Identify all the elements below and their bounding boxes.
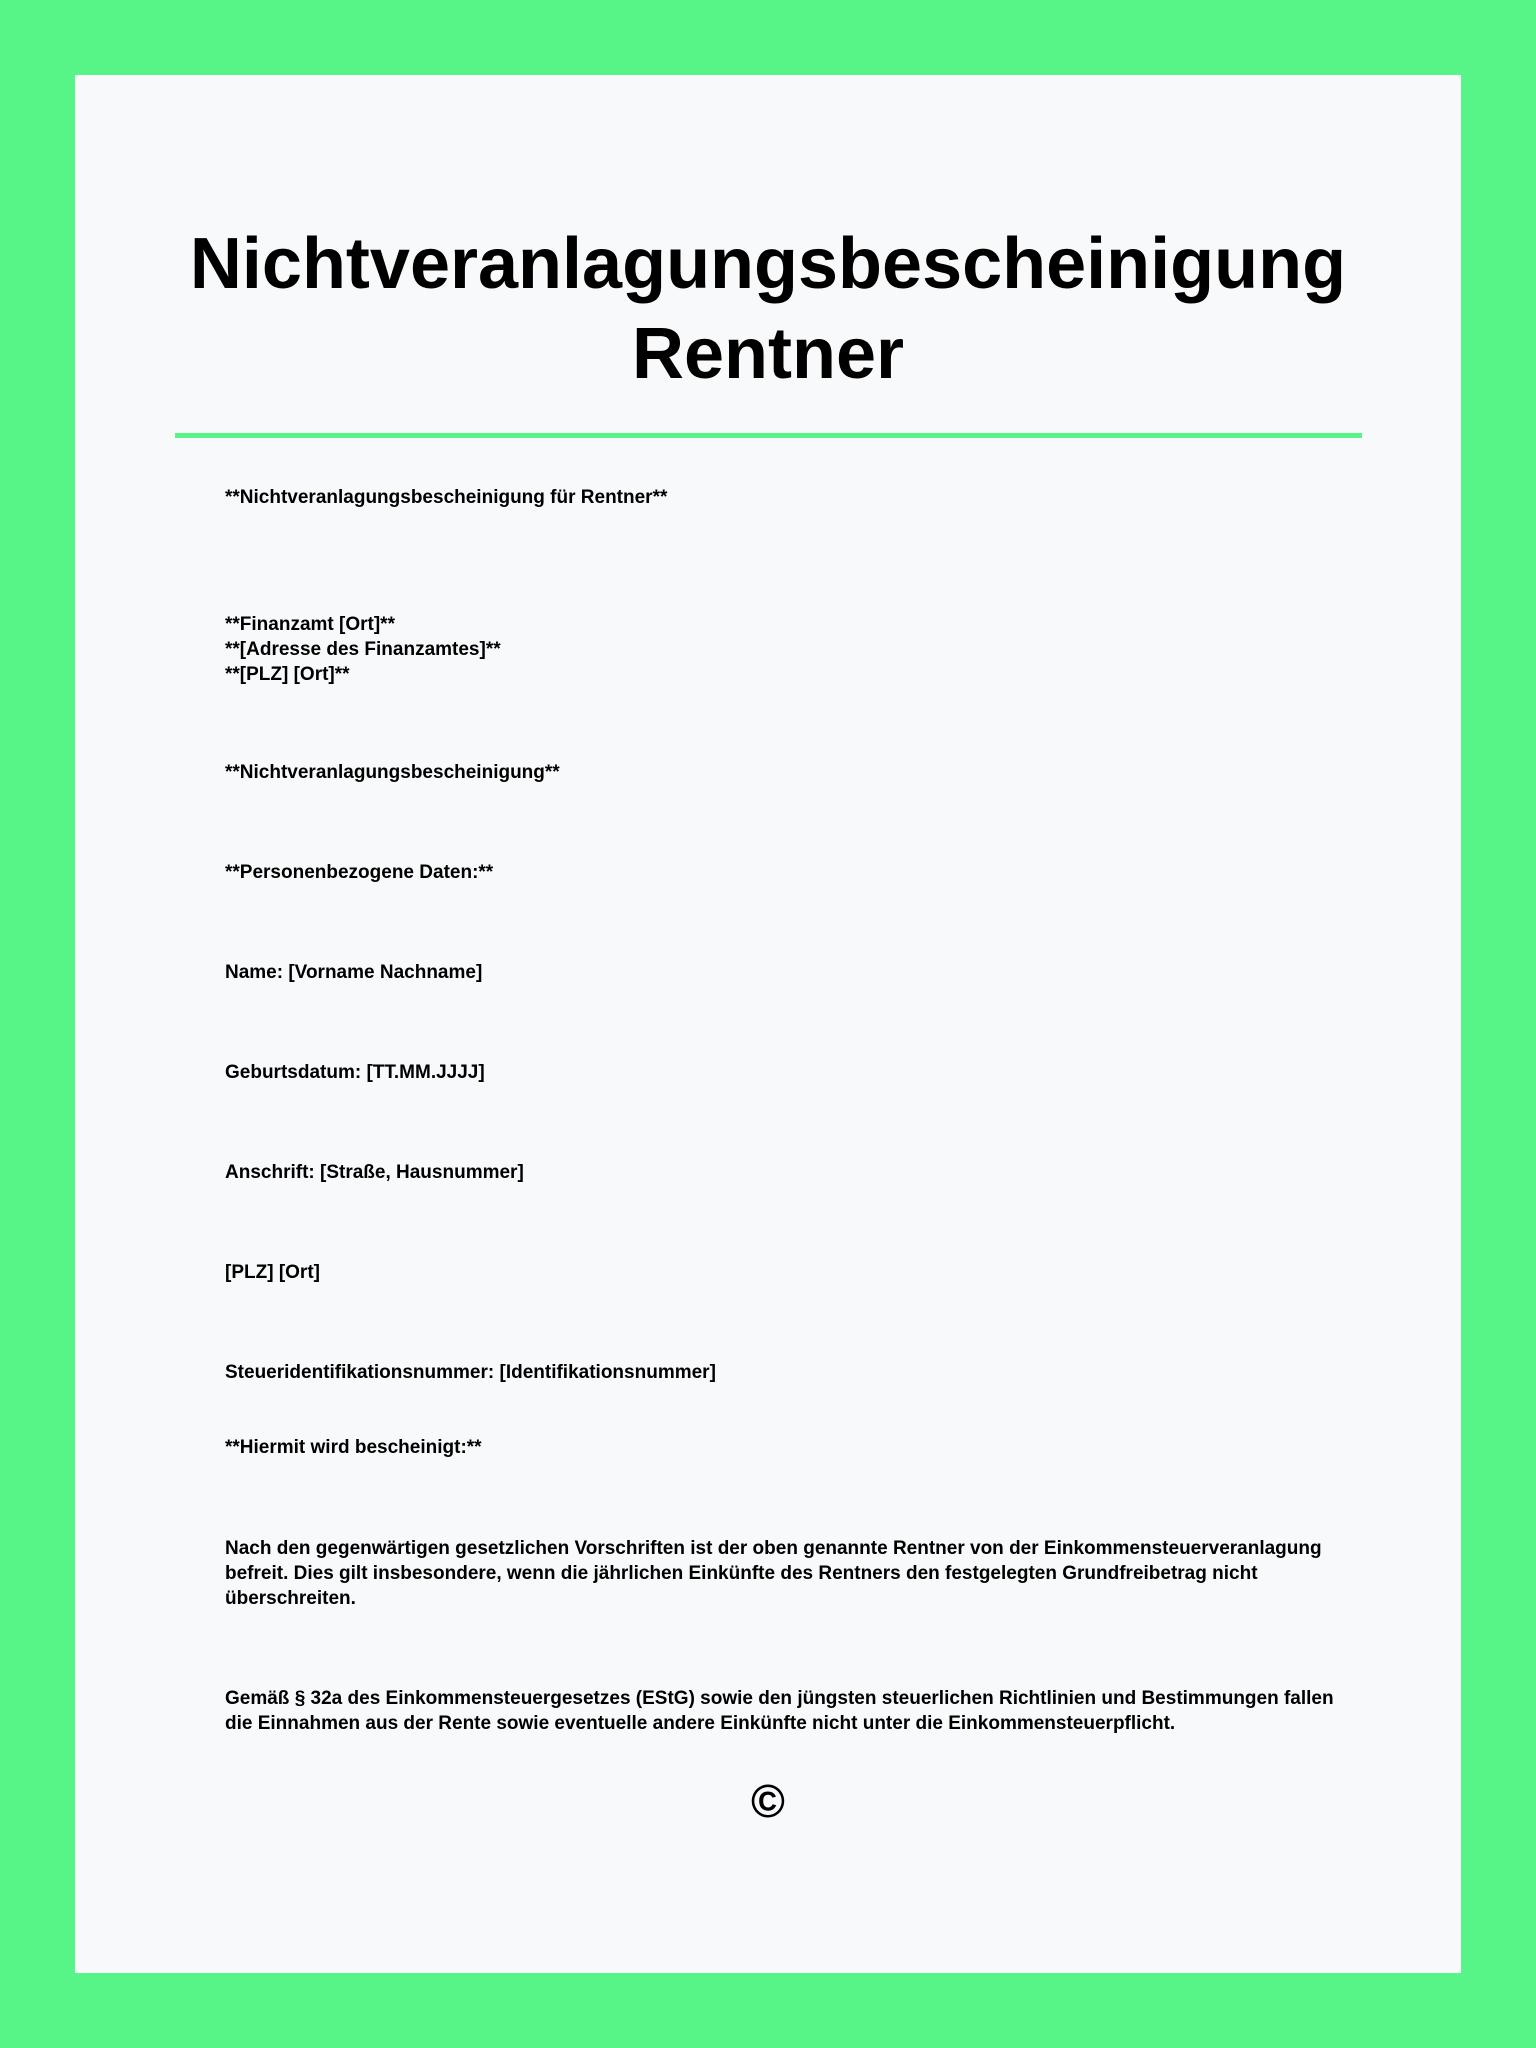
- section-heading: **Nichtveranlagungsbescheinigung**: [225, 762, 560, 783]
- document-subtitle: **Nichtveranlagungsbescheinigung für Rentner**: [225, 487, 668, 508]
- paragraph-legal-basis: Gemäß § 32a des Einkommensteuergesetzes (EStG) sowie den jüngsten steuerlichen Richtlinien und Bestimmungen fallen die Einnahmen aus der Rente sowie eventuelle andere Einkünfte nicht unter die Einkommensteuerpflicht.: [225, 1688, 1334, 1734]
- tax-office-city: **[PLZ] [Ort]**: [225, 664, 350, 685]
- field-city: [PLZ] [Ort]: [225, 1262, 320, 1283]
- certification-heading: **Hiermit wird bescheinigt:**: [225, 1437, 482, 1458]
- field-name: Name: [Vorname Nachname]: [225, 962, 483, 983]
- document-title: [75, 219, 1461, 399]
- title-line-2: Rentner: [631, 314, 905, 394]
- tax-office-street: **[Adresse des Finanzamtes]**: [225, 639, 501, 660]
- copyright-icon: ©: [751, 1775, 785, 1827]
- tax-office-name: **Finanzamt [Ort]**: [225, 614, 395, 635]
- field-tax-id: Steueridentifikationsnummer: [Identifikationsnummer]: [225, 1362, 716, 1383]
- personal-data-heading: **Personenbezogene Daten:**: [225, 862, 494, 883]
- document-page: [75, 75, 1461, 1973]
- title-divider: [175, 433, 1362, 438]
- tax-office-address: [225, 612, 1345, 687]
- paragraph-exemption: Nach den gegenwärtigen gesetzlichen Vorschriften ist der oben genannte Rentner von der Einkommensteuerveranlagung befreit. Dies gilt insbesondere, wenn die jährlichen Einkünfte des Rentners den festgelegten Grundfreibetrag nicht überschreiten.: [225, 1538, 1322, 1609]
- title-line-1: Nichtveranlagungsbescheinigung: [189, 224, 1347, 304]
- field-birthdate: Geburtsdatum: [TT.MM.JJJJ]: [225, 1062, 485, 1083]
- field-address: Anschrift: [Straße, Hausnummer]: [225, 1162, 524, 1183]
